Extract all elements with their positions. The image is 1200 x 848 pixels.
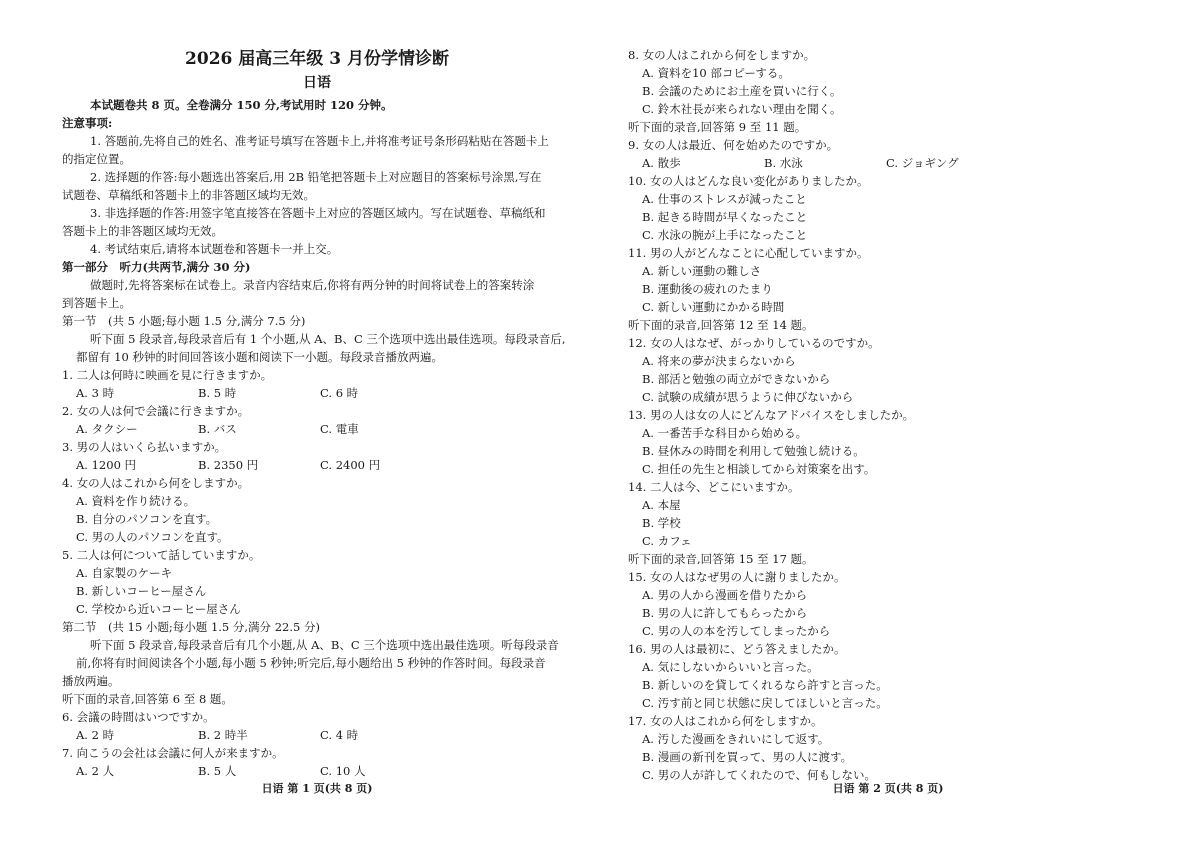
option-a: A. 3 時 (76, 386, 115, 400)
option-b: B. 運動後の疲れのたまり (642, 282, 773, 296)
option-a: A. 新しい運動の難しさ (642, 264, 762, 278)
question-3: 3. 男の人はいくら払いますか。 (62, 440, 227, 454)
option-c: C. 男の人が許してくれたので、何もしない。 (642, 768, 876, 782)
option-c: C. 試験の成績が思うように伸びないから (642, 390, 854, 404)
page-2-body (628, 46, 1148, 784)
exam-subject: 日语 (303, 75, 331, 91)
option-a: A. 男の人から漫画を借りたから (642, 588, 808, 602)
option-b: B. バス (198, 422, 237, 436)
option-b: B. 新しいコーヒー屋さん (76, 584, 207, 598)
notice-line: 试题卷、草稿纸和答题卡上的非答题区域均无效。 (62, 188, 315, 202)
question-4: 4. 女の人はこれから何をしますか。 (62, 476, 250, 490)
option-c: C. 男の人の本を汚してしまったから (642, 624, 831, 638)
option-a: A. タクシー (76, 422, 138, 436)
option-a: A. 資料を10 部コピーする。 (642, 66, 790, 80)
listen-instruction: 听下面的录音,回答第 15 至 17 题。 (628, 552, 814, 566)
option-b: B. 2350 円 (198, 458, 259, 472)
option-c: C. 水泳の腕が上手になったこと (642, 228, 808, 242)
option-b: B. 会議のためにお土産を買いに行く。 (642, 84, 842, 98)
section1-desc: 听下面 5 段录音,每段录音后有 1 个小题,从 A、B、C 三个选项中选出最佳选项。每段录音后, (90, 332, 566, 346)
option-a: A. 本屋 (642, 498, 681, 512)
option-b: B. 5 人 (198, 764, 237, 778)
question-13: 13. 男の人は女の人にどんなアドバイスをしましたか。 (628, 408, 915, 422)
question-5: 5. 二人は何について話していますか。 (62, 548, 261, 562)
option-a: A. 仕事のストレスが減ったこと (642, 192, 807, 206)
notice-line: 1. 答题前,先将自己的姓名、准考证号填写在答题卡上,并将准考证号条形码粘贴在答题卡上 (90, 134, 549, 148)
section2-heading: 第二节 (共 15 小题;每小题 1.5 分,满分 22.5 分) (62, 620, 320, 634)
question-14: 14. 二人は今、どこにいますか。 (628, 480, 800, 494)
option-b: B. 水泳 (764, 156, 803, 170)
option-a: A. 一番苦手な科目から始める。 (642, 426, 808, 440)
exam-intro: 本试题卷共 8 页。全卷满分 150 分,考试用时 120 分钟。 (90, 98, 393, 112)
option-b: B. 学校 (642, 516, 681, 530)
question-10: 10. 女の人はどんな良い変化がありましたか。 (628, 174, 869, 188)
notice-line: 答题卡上的非答题区域均无效。 (62, 224, 223, 238)
option-b: B. 新しいのを貸してくれるなら許すと言った。 (642, 678, 888, 692)
notice-line: 2. 选择题的作答:每小题选出答案后,用 2B 铅笔把答题卡上对应题目的答案标号涂黑,写在 (90, 170, 542, 184)
question-6-options (62, 726, 572, 744)
option-b: B. 昼休みの時間を利用して勉強し続ける。 (642, 444, 865, 458)
listen-instruction: 听下面的录音,回答第 12 至 14 题。 (628, 318, 814, 332)
option-b: B. 2 時半 (198, 728, 248, 742)
notice-line: 4. 考试结束后,请将本试题卷和答题卡一并上交。 (90, 242, 339, 256)
option-c: C. 鈴木社長が来られない理由を聞く。 (642, 102, 842, 116)
question-1: 1. 二人は何時に映画を見に行きますか。 (62, 368, 273, 382)
question-15: 15. 女の人はなぜ男の人に謝りましたか。 (628, 570, 846, 584)
option-b: B. 自分のパソコンを直す。 (76, 512, 218, 526)
question-12: 12. 女の人はなぜ、がっかりしているのですか。 (628, 336, 880, 350)
question-9-options (628, 154, 1148, 172)
part1-heading: 第一部分 听力(共两节,满分 30 分) (62, 260, 251, 274)
part1-desc: 做题时,先将答案标在试卷上。录音内容结束后,你将有两分钟的时间将试卷上的答案转涂 (90, 278, 535, 292)
option-c: C. 10 人 (320, 764, 366, 778)
question-1-options (62, 384, 572, 402)
question-9: 9. 女の人は最近、何を始めたのですか。 (628, 138, 839, 152)
listen-instruction: 听下面的录音,回答第 9 至 11 题。 (628, 120, 807, 134)
option-c: C. ジョギング (886, 156, 959, 170)
listen-instruction: 听下面的录音,回答第 6 至 8 题。 (62, 692, 233, 706)
option-b: B. 5 時 (198, 386, 237, 400)
option-c: C. 新しい運動にかかる時間 (642, 300, 785, 314)
option-b: B. 起きる時間が早くなったこと (642, 210, 808, 224)
notice-heading: 注意事项: (62, 116, 113, 130)
part1-desc: 到答题卡上。 (62, 296, 131, 310)
section1-heading: 第一节 (共 5 小题;每小题 1.5 分,满分 7.5 分) (62, 314, 306, 328)
option-c: C. 担任の先生と相談してから対策案を出す。 (642, 462, 876, 476)
question-2: 2. 女の人は何で会議に行きますか。 (62, 404, 250, 418)
option-c: C. 電車 (320, 422, 359, 436)
option-a: A. 汚した漫画をきれいにして返す。 (642, 732, 830, 746)
question-2-options (62, 420, 572, 438)
option-a: A. 1200 円 (76, 458, 137, 472)
option-a: A. 資料を作り続ける。 (76, 494, 196, 508)
section2-desc: 听下面 5 段录音,每段录音后有几个小题,从 A、B、C 三个选项中选出最佳选项。听每段录音 (90, 638, 559, 652)
section1-desc: 都留有 10 秒钟的时间回答该小题和阅读下一小题。每段录音播放两遍。 (76, 350, 443, 364)
question-16: 16. 男の人は最初に、どう答えましたか。 (628, 642, 846, 656)
question-17: 17. 女の人はこれから何をしますか。 (628, 714, 823, 728)
question-11: 11. 男の人がどんなことに心配していますか。 (628, 246, 869, 260)
option-a: A. 2 時 (76, 728, 115, 742)
option-a: A. 将来の夢が決まらないから (642, 354, 796, 368)
page-footer: 日语 第 1 页(共 8 页) (261, 782, 373, 795)
option-b: B. 漫画の新刊を買って、男の人に渡す。 (642, 750, 853, 764)
option-c: C. 汚す前と同じ状態に戻してほしいと言った。 (642, 696, 888, 710)
option-a: A. 散歩 (642, 156, 681, 170)
option-c: C. 2400 円 (320, 458, 381, 472)
notice-line: 的指定位置。 (62, 152, 131, 166)
option-a: A. 2 人 (76, 764, 115, 778)
exam-title: 2026 届高三年级 3 月份学情诊断 (185, 49, 449, 69)
option-b: B. 男の人に許してもらったから (642, 606, 808, 620)
question-6: 6. 会議の時間はいつですか。 (62, 710, 215, 724)
section2-desc: 播放两遍。 (62, 674, 120, 688)
question-8: 8. 女の人はこれから何をしますか。 (628, 48, 816, 62)
question-7: 7. 向こうの会社は会議に何人が来ますか。 (62, 746, 284, 760)
option-c: C. 男の人のパソコンを直す。 (76, 530, 229, 544)
option-a: A. 自家製のケーキ (76, 566, 173, 580)
option-c: C. 6 時 (320, 386, 359, 400)
option-c: C. カフェ (642, 534, 692, 548)
page-footer: 日语 第 2 页(共 8 页) (832, 782, 944, 795)
question-3-options (62, 456, 572, 474)
page-1-body (62, 96, 572, 780)
option-c: C. 学校から近いコーヒー屋さん (76, 602, 241, 616)
question-7-options (62, 762, 572, 780)
section2-desc: 前,你将有时间阅读各个小题,每小题 5 秒钟;听完后,每小题给出 5 秒钟的作答时间。每段录音 (76, 656, 546, 670)
option-c: C. 4 時 (320, 728, 359, 742)
notice-line: 3. 非选择题的作答:用签字笔直接答在答题卡上对应的答题区域内。写在试题卷、草稿纸和 (90, 206, 546, 220)
option-a: A. 気にしないからいいと言った。 (642, 660, 819, 674)
option-b: B. 部活と勉強の両立ができないから (642, 372, 831, 386)
